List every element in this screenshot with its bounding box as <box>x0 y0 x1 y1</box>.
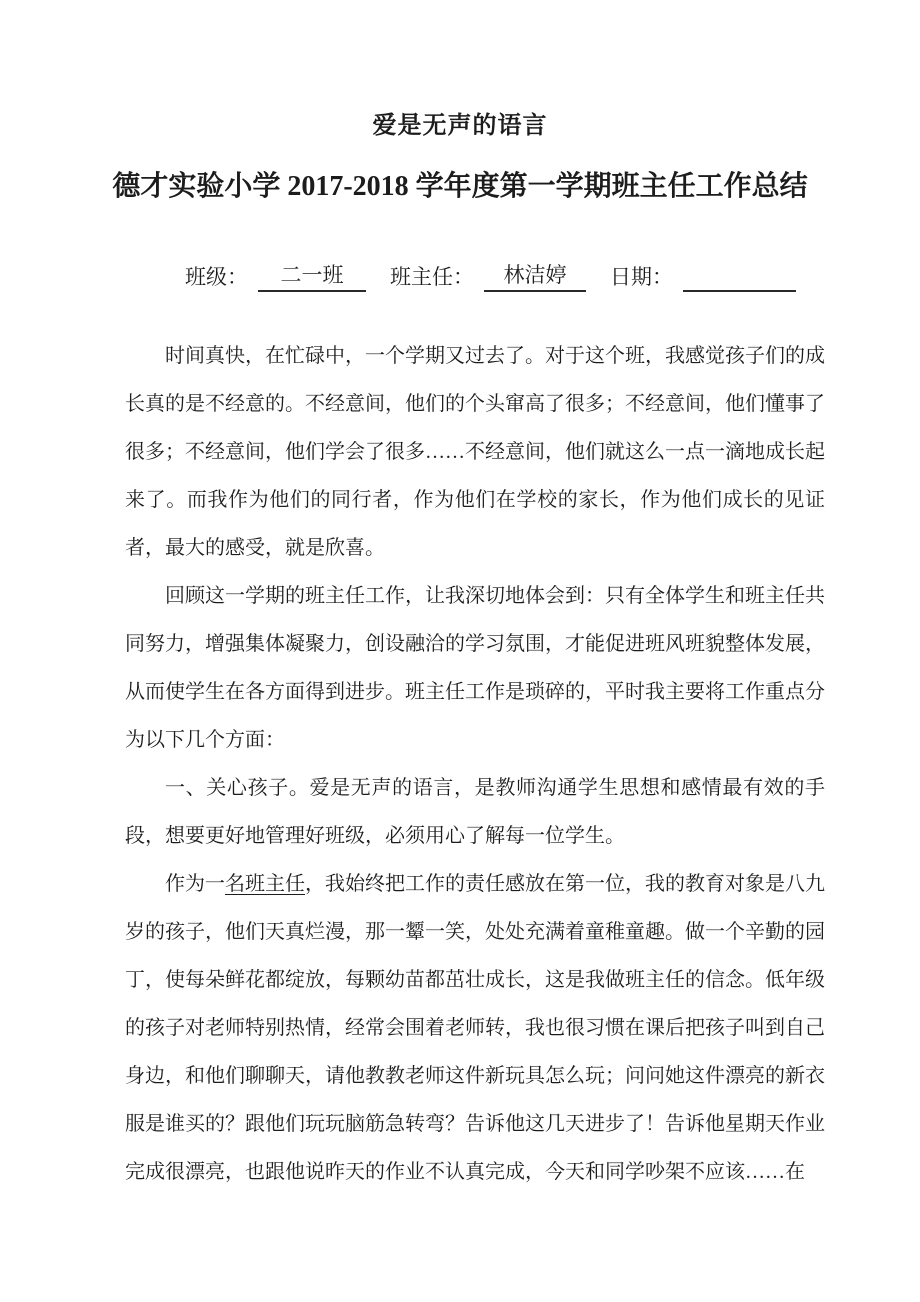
date-label: 日期： <box>610 265 673 289</box>
paragraph-4-underlined-term: 名班主任 <box>225 873 305 895</box>
teacher-value-field[interactable] <box>484 260 586 292</box>
paragraph-1: 时间真快，在忙碌中，一个学期又过去了。对于这个班，我感觉孩子们的成长真的是不经意的。不经意间，他们的个头窜高了很多；不经意间，他们懂事了很多；不经意间，他们学会了很多……不经意间，他们就这么一点一滴地成长起来了。而我作为他们的同行者，作为他们在学校的家长，作为他们成长的见证者，最大的感受，就是欣喜。 <box>125 345 825 559</box>
header-form-line <box>185 260 920 292</box>
class-value-field[interactable] <box>258 260 366 292</box>
class-label: 班级： <box>185 265 248 289</box>
teacher-value: 林洁婷 <box>503 263 567 287</box>
paragraph-2: 回顾这一学期的班主任工作，让我深切地体会到：只有全体学生和班主任共同努力，增强集体凝聚力，创设融洽的学习氛围，才能促进班风班貌整体发展，从而使学生在各方面得到进步。班主任工作是琐碎的，平时我主要将工作重点分为以下几个方面： <box>125 585 825 751</box>
document-subtitle: 德才实验小学 2017-2018 学年度第一学期班主任工作总结 <box>112 171 808 202</box>
document-title: 爱是无声的语言 <box>372 113 548 139</box>
paragraph-4-rest: ，我始终把工作的责任感放在第一位，我的教育对象是八九岁的孩子，他们天真烂漫，那一颦一笑，处处充满着童稚童趣。做一个辛勤的园丁，使每朵鲜花都绽放，每颗幼苗都茁壮成长，这是我做班主任的信念。低年级的孩子对老师特别热情，经常会围着老师转，我也很习惯在课后把孩子叫到自己身边，和他们聊聊天，请他教教老师这件新玩具怎么玩；问问她这件漂亮的新衣服是谁买的？跟他们玩玩脑筋急转弯？告诉他这几天进步了！告诉他星期天作业完成很漂亮，也跟他说昨天的作业不认真完成，今天和同学吵架不应该……在 <box>125 873 825 1183</box>
document-body <box>125 332 825 1196</box>
date-value-field[interactable] <box>683 264 796 292</box>
teacher-label: 班主任： <box>390 265 474 289</box>
paragraph-4-prefix: 作为一 <box>165 873 225 895</box>
paragraph-3: 一、关心孩子。爱是无声的语言，是教师沟通学生思想和感情最有效的手段，想要更好地管理好班级，必须用心了解每一位学生。 <box>125 777 825 847</box>
paragraph-4 <box>125 860 825 1196</box>
class-value: 二一班 <box>280 263 344 287</box>
